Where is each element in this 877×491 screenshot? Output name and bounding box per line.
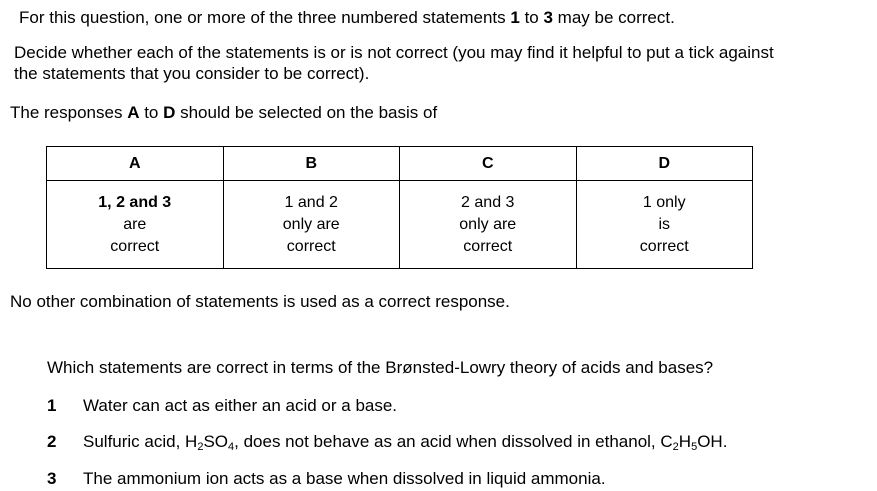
decide-line-2: the statements that you consider to be correct). bbox=[14, 64, 370, 83]
header-c: C bbox=[400, 147, 577, 181]
responses-line bbox=[10, 103, 437, 123]
cell-d-line1: 1 only bbox=[642, 193, 686, 211]
subscript: 5 bbox=[691, 441, 698, 453]
statement-2-text bbox=[83, 432, 727, 452]
instruction-text: For this question, one or more of the three numbered statements bbox=[19, 8, 511, 27]
cell-d bbox=[576, 181, 753, 269]
no-other-note: No other combination of statements is used as a correct response. bbox=[10, 292, 510, 311]
subscript: 4 bbox=[228, 441, 235, 453]
statement-2-part: SO bbox=[203, 432, 229, 451]
cell-b bbox=[223, 181, 400, 269]
cell-c bbox=[400, 181, 577, 269]
cell-b-line2: only are bbox=[282, 215, 340, 233]
cell-b-line1: 1 and 2 bbox=[284, 193, 338, 211]
statement-2-number: 2 bbox=[47, 432, 57, 451]
response-key-table bbox=[46, 146, 753, 269]
subscript: 2 bbox=[197, 441, 204, 453]
statement-3-text: The ammonium ion acts as a base when dissolved in liquid ammonia. bbox=[83, 469, 606, 488]
statement-2-part: , does not behave as an acid when dissolved in ethanol, C bbox=[234, 432, 673, 451]
header-d: D bbox=[576, 147, 753, 181]
instruction-bold-3: 3 bbox=[543, 8, 553, 27]
cell-c-line3: correct bbox=[463, 237, 513, 255]
cell-a-line2: are bbox=[123, 215, 147, 233]
statement-2-part: OH. bbox=[697, 432, 728, 451]
responses-bold-a: A bbox=[127, 103, 140, 122]
cell-a-line3: correct bbox=[110, 237, 160, 255]
subscript: 2 bbox=[672, 441, 679, 453]
responses-bold-d: D bbox=[163, 103, 176, 122]
cell-d-line2: is bbox=[658, 215, 671, 233]
instruction-text-mid: to bbox=[519, 8, 544, 27]
table-row bbox=[47, 181, 753, 269]
instruction-text-end: may be correct. bbox=[552, 8, 675, 27]
header-a: A bbox=[47, 147, 224, 181]
responses-text: The responses bbox=[10, 103, 128, 122]
cell-b-line3: correct bbox=[286, 237, 336, 255]
cell-a-line1: 1, 2 and 3 bbox=[98, 193, 172, 211]
instruction-bold-1: 1 bbox=[510, 8, 520, 27]
statement-1-text: Water can act as either an acid or a base. bbox=[83, 396, 398, 415]
statement-3-number: 3 bbox=[47, 469, 57, 488]
statement-2-part: H bbox=[678, 432, 692, 451]
question-text: Which statements are correct in terms of the Brønsted-Lowry theory of acids and bases? bbox=[47, 358, 714, 377]
responses-text-end: should be selected on the basis of bbox=[175, 103, 438, 122]
cell-c-line1: 2 and 3 bbox=[461, 193, 515, 211]
responses-text-mid: to bbox=[139, 103, 164, 122]
statement-2-part: Sulfuric acid, H bbox=[83, 432, 198, 451]
instruction-line bbox=[19, 8, 675, 28]
statement-1-number: 1 bbox=[47, 396, 57, 415]
header-b: B bbox=[223, 147, 400, 181]
decide-line-1: Decide whether each of the statements is or is not correct (you may find it helpful to put a tick against bbox=[14, 43, 774, 62]
cell-a bbox=[47, 181, 224, 269]
cell-c-line2: only are bbox=[459, 215, 517, 233]
cell-d-line3: correct bbox=[639, 237, 689, 255]
table-header-row bbox=[47, 147, 753, 181]
